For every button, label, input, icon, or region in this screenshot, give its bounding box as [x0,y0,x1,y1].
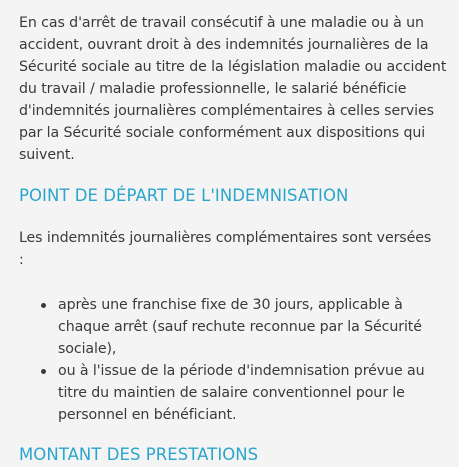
list-item [19,294,443,360]
next-section-heading: MONTANT DES PRESTATIONS [19,445,259,464]
section-heading: POINT DE DÉPART DE L'INDEMNISATION [19,186,349,205]
bullet-icon [41,369,46,374]
bullet-list [19,294,447,426]
bullet-icon [41,303,46,308]
body-paragraph: Les indemnités journalières complémentaires sont versées : [19,230,432,268]
list-item [19,360,443,426]
intro-paragraph: En cas d'arrêt de travail consécutif à une maladie ou à un accident, ouvrant droit à des indemnités journalières de la Sécurité sociale au titre de la législation maladie ou accident du travail / maladie professionnelle, le salarié bénéficie d'indemnités journalières complémentaires à celles servies par la Sécurité sociale conformément aux dispositions qui suivent. [19,15,447,163]
list-item-text: ou à l'issue de la période d'indemnisation prévue au titre du maintien de salaire conventionnel pour le personnel en bénéficiant. [58,363,425,423]
list-item-text: après une franchise fixe de 30 jours, applicable à chaque arrêt (sauf rechute reconnue par la Sécurité sociale), [58,297,422,357]
